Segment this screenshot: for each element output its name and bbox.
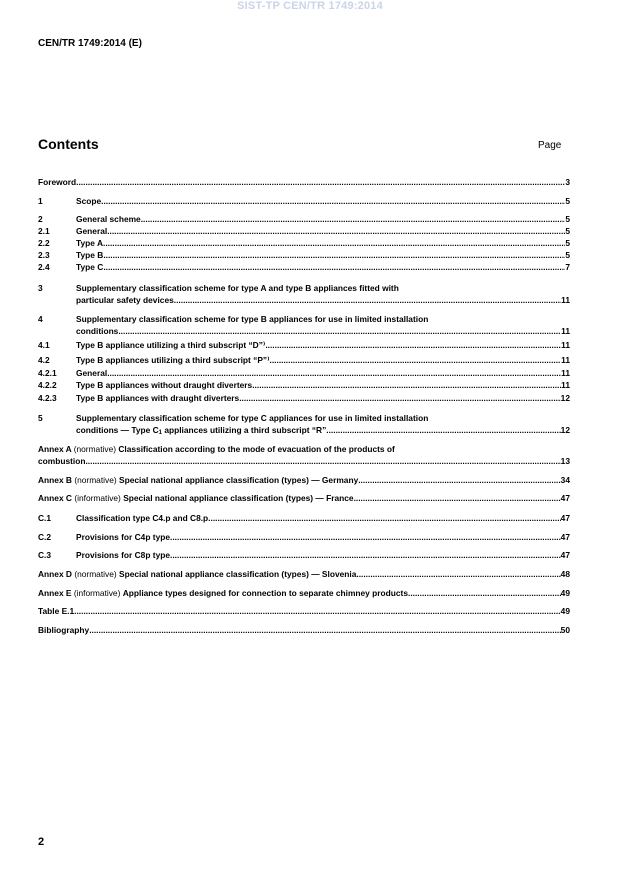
toc-entry-page: 47 [560,550,570,560]
toc-entry-title: Annex D (normative) Special national appliance classification (types) — Slovenia [38,569,357,579]
toc-entry-title-line: Supplementary classification scheme for type A and type B appliances fitted with [76,283,399,293]
toc-entry-title: Type C [76,262,104,272]
toc-entry-page: 13 [560,456,570,466]
toc-entry-title: Classification type C4.p and C8.p [76,513,209,523]
toc-entry-title: particular safety devices [76,295,174,305]
dot-leader [103,237,565,249]
dot-leader [208,512,561,524]
dot-leader [74,605,561,617]
toc-entry-page: 11 [561,368,570,378]
dot-leader [408,587,561,599]
dot-leader [265,339,561,351]
toc-entry-title: Annex C (informative) Special national appliance classification (types) — France [38,493,354,503]
toc-entry-page: 5 [565,196,570,206]
dot-leader [76,176,565,188]
toc-entry-page: 5 [565,250,570,260]
toc-entry-number: 4.2.1 [38,368,57,378]
toc-entry-title: conditions — Type $C_1$ appliances utilizing a third subscript “R” [76,425,327,436]
toc-entry-title: Type A [76,238,103,248]
annex-kind: (normative) [74,475,119,485]
toc-entry-number: C.2 [38,532,52,542]
toc-entry-title: Foreword [38,177,77,187]
toc-entry-number: 4.2.3 [38,393,57,403]
dot-leader [326,424,560,439]
toc-entry-page: 49 [560,588,570,598]
toc-entry-title: General scheme [76,214,141,224]
toc-entry-number: 4.2 [38,355,50,365]
toc-entry-page: 7 [565,262,570,272]
toc-entry-number: 1 [38,196,43,206]
toc-entry-title: Annex B (normative) Special national appliance classification (types) — Germany [38,475,359,485]
toc-entry-title: Scope [76,196,102,206]
contents-heading: Contents [38,136,99,152]
dot-leader [89,624,560,636]
toc-entry-title: Provisions for C8p type [76,550,171,560]
toc-entry-page: 47 [560,513,570,523]
toc-entry-number: 4.1 [38,340,50,350]
toc-entry-number: C.1 [38,513,52,523]
annex-label: Annex B [38,475,75,485]
annex-label: Annex D [38,569,75,579]
annex-kind: (normative) [73,444,119,454]
dot-leader [270,354,562,366]
toc-entry-title: General [76,226,108,236]
dot-leader [239,392,560,404]
toc-entry-title: Type B appliances with draught diverters [76,393,240,403]
dot-leader [358,474,560,486]
toc-entry-page: 50 [560,625,570,635]
toc-entry-title-line: Supplementary classification scheme for type C appliances for use in limited installation [76,413,429,423]
watermark: SIST-TP CEN/TR 1749:2014 [237,0,383,12]
toc-entry-title-line: Supplementary classification scheme for type B appliances for use in limited installation [76,314,429,324]
toc-entry-title: Provisions for C4p type [76,532,171,542]
page-column-label: Page [538,140,562,151]
toc-entry-title: Type B appliance utilizing a third subscript “D”⁾ [76,340,266,350]
toc-entry-number: 5 [38,413,43,423]
dot-leader [354,492,561,504]
dot-leader [170,549,561,561]
dot-leader [252,379,561,391]
toc-entry-page: 12 [560,393,570,403]
dot-leader [118,325,561,337]
toc-entry-title: General [76,368,108,378]
toc-entry-number: 2.1 [38,226,50,236]
toc-entry-page: 3 [565,177,570,187]
toc-entry-page: 11 [561,355,570,365]
toc-entry-page: 47 [560,532,570,542]
toc-entry-number: 2.3 [38,250,50,260]
annex-kind: (informative) [74,493,124,503]
toc-entry-number: 2.2 [38,238,50,248]
toc-entry-title-line: Classification according to the mode of evacuation of the products of [118,444,395,454]
dot-leader [141,213,566,225]
toc-entry-title: Type B appliances utilizing a third subscript “P”⁾ [76,355,270,365]
toc-entry-page: 5 [565,238,570,248]
toc-entry-title: Bibliography [38,625,90,635]
dot-leader [103,249,565,261]
toc-entry-page: 47 [560,493,570,503]
document-id: CEN/TR 1749:2014 (E) [38,38,142,49]
toc-entry-page: 48 [560,569,570,579]
toc-entry-title: combustion [38,456,86,466]
dot-leader [107,367,561,379]
dot-leader [101,195,565,207]
toc-entry-page: 34 [560,475,570,485]
toc-entry-page: 11 [561,295,570,305]
toc-entry-page: 11 [561,340,570,350]
toc-entry-page: 49 [560,606,570,616]
toc-entry-number: 4 [38,314,43,324]
toc-entry-page: 5 [565,226,570,236]
toc-entry-number: 2.4 [38,262,50,272]
annex-label: Annex C [38,493,75,503]
toc-entry-page: 12 [560,425,570,435]
dot-leader [356,568,560,580]
annex-label: Annex A [38,444,74,454]
toc-entry-number: 4.2.2 [38,380,57,390]
toc-entry-number: 3 [38,283,43,293]
page-number: 2 [38,836,45,848]
toc-entry-title: Table E.1 [38,606,75,616]
dot-leader [174,294,561,306]
annex-kind: (normative) [74,569,119,579]
dot-leader [85,455,560,467]
toc-entry-title: Annex E (informative) Appliance types designed for connection to separate chimney products [38,588,408,598]
toc-entry-page: 11 [561,326,570,336]
toc-entry-page: 11 [561,380,570,390]
dot-leader [107,225,565,237]
toc-entry-title: conditions [76,326,119,336]
toc-entry-title: Type B [76,250,104,260]
toc-entry-page: 5 [565,214,570,224]
annex-kind: (informative) [73,588,123,598]
toc-entry-number: 2 [38,214,43,224]
toc-entry-number: C.3 [38,550,52,560]
annex-label: Annex E [38,588,74,598]
dot-leader [170,531,561,543]
toc-entry-title: Type B appliances without draught diverters [76,380,253,390]
dot-leader [103,261,565,273]
